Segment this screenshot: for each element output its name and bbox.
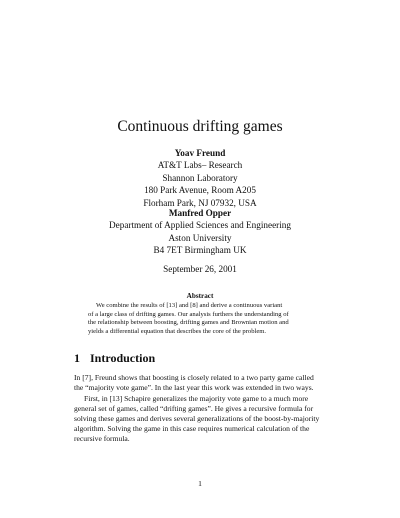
paper-title: Continuous drifting games xyxy=(117,118,283,135)
author-affiliation-line: Shannon Laboratory xyxy=(162,172,238,183)
abstract-line: of a large class of drifting games. Our analysis furthers the understanding of xyxy=(88,310,289,318)
paragraph xyxy=(74,373,327,393)
author-name: Manfred Opper xyxy=(168,208,232,218)
abstract-body xyxy=(88,302,313,336)
paragraph-line: general set of games, called “drifting games”. He gives a recursive formula for xyxy=(74,403,314,413)
author-block-opper xyxy=(0,207,400,257)
author-affiliation-line: 180 Park Avenue, Room A205 xyxy=(144,185,256,196)
paragraph-line: solving these games and derives several generalizations of the boost-by-majority xyxy=(74,413,320,423)
author-affiliation-line: B4 7ET Birmingham UK xyxy=(153,245,247,256)
abstract-line: the relationship between boosting, drifting games and Brownian motion and xyxy=(88,319,289,327)
section-heading xyxy=(74,351,155,365)
author-affiliation-line: Florham Park, NJ 07932, USA xyxy=(143,197,257,208)
author-affiliation-line: AT&T Labs– Research xyxy=(157,160,243,171)
paragraph-line: algorithm. Solving the game in this case requires numerical calculation of the xyxy=(74,423,310,433)
paragraph-line: recursive formula. xyxy=(74,433,130,443)
paragraph-line: First, in [13] Schapire generalizes the majority vote game to a much more xyxy=(84,394,309,403)
page-number: 1 xyxy=(198,479,202,488)
abstract-heading: Abstract xyxy=(186,292,214,300)
section-number: 1 xyxy=(74,351,80,365)
abstract-line: We combine the results of [13] and [8] and derive a continuous variant xyxy=(96,302,283,309)
paragraph-line: In [7], Freund shows that boosting is closely related to a two party game called xyxy=(74,373,314,382)
paper-date: September 26, 2001 xyxy=(163,264,237,274)
author-block-freund xyxy=(0,147,400,209)
author-affiliation-line: Aston University xyxy=(168,232,232,243)
author-affiliation-line: Department of Applied Sciences and Engineering xyxy=(109,220,291,231)
abstract-line: yields a differential equation that describes the core of the problem. xyxy=(88,327,267,335)
section-title: Introduction xyxy=(90,351,156,365)
paragraph-line: the “majority vote game”. In the last year this work was extended in two ways. xyxy=(74,382,314,392)
paragraph xyxy=(74,394,327,444)
author-name: Yoav Freund xyxy=(174,148,226,158)
